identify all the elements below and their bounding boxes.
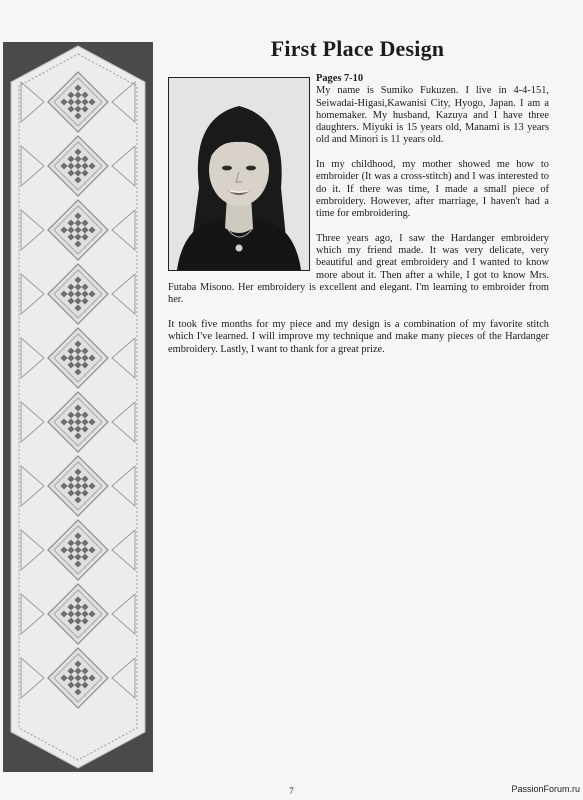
page-title: First Place Design: [270, 36, 445, 61]
bio-paragraph-3: Three years ago, I saw the Hardanger embroidery which my friend made. It was very delicate, very beautiful and great embroidery and I wanted to know more about it. Then after a while, I got to know Mrs. Futaba Misono. Her embroidery is excellent and elegant. I'm learning to embroider from her.: [168, 232, 549, 306]
embroidery-runner-photo: [3, 42, 153, 772]
designer-biography: [168, 73, 549, 368]
site-watermark: PassionForum.ru: [511, 784, 580, 794]
hardanger-runner-illustration: [3, 42, 153, 772]
pages-reference: Pages 7-10: [316, 73, 364, 84]
bio-paragraph-1: My name is Sumiko Fukuzen. I live in 4-4-151, Seiwadai-Higasi,Kawanisi City, Hyogo, Japan. I am a homemaker. My husband, Kazuya and I have three daughters. Miyuki is 15 years old, Manami is 13 years old and Minori is 11 years old.: [316, 85, 549, 146]
photo-float-spacer: [168, 73, 316, 281]
bio-paragraph-4: It took five months for my piece and my design is a combination of my favorite stitch which I've learned. I will improve my technique and make many pieces of the Hardanger embroidery. Lastly, I want to thank for a great prize.: [168, 318, 549, 355]
page-number: 7: [289, 786, 294, 796]
bio-paragraph-2: In my childhood, my mother showed me how to embroider (It was a cross-stitch) and I was interested to do it. If there was time, I made a small piece of embroidery. However, after marriage, I haven't had a time for embroidering.: [316, 159, 549, 220]
